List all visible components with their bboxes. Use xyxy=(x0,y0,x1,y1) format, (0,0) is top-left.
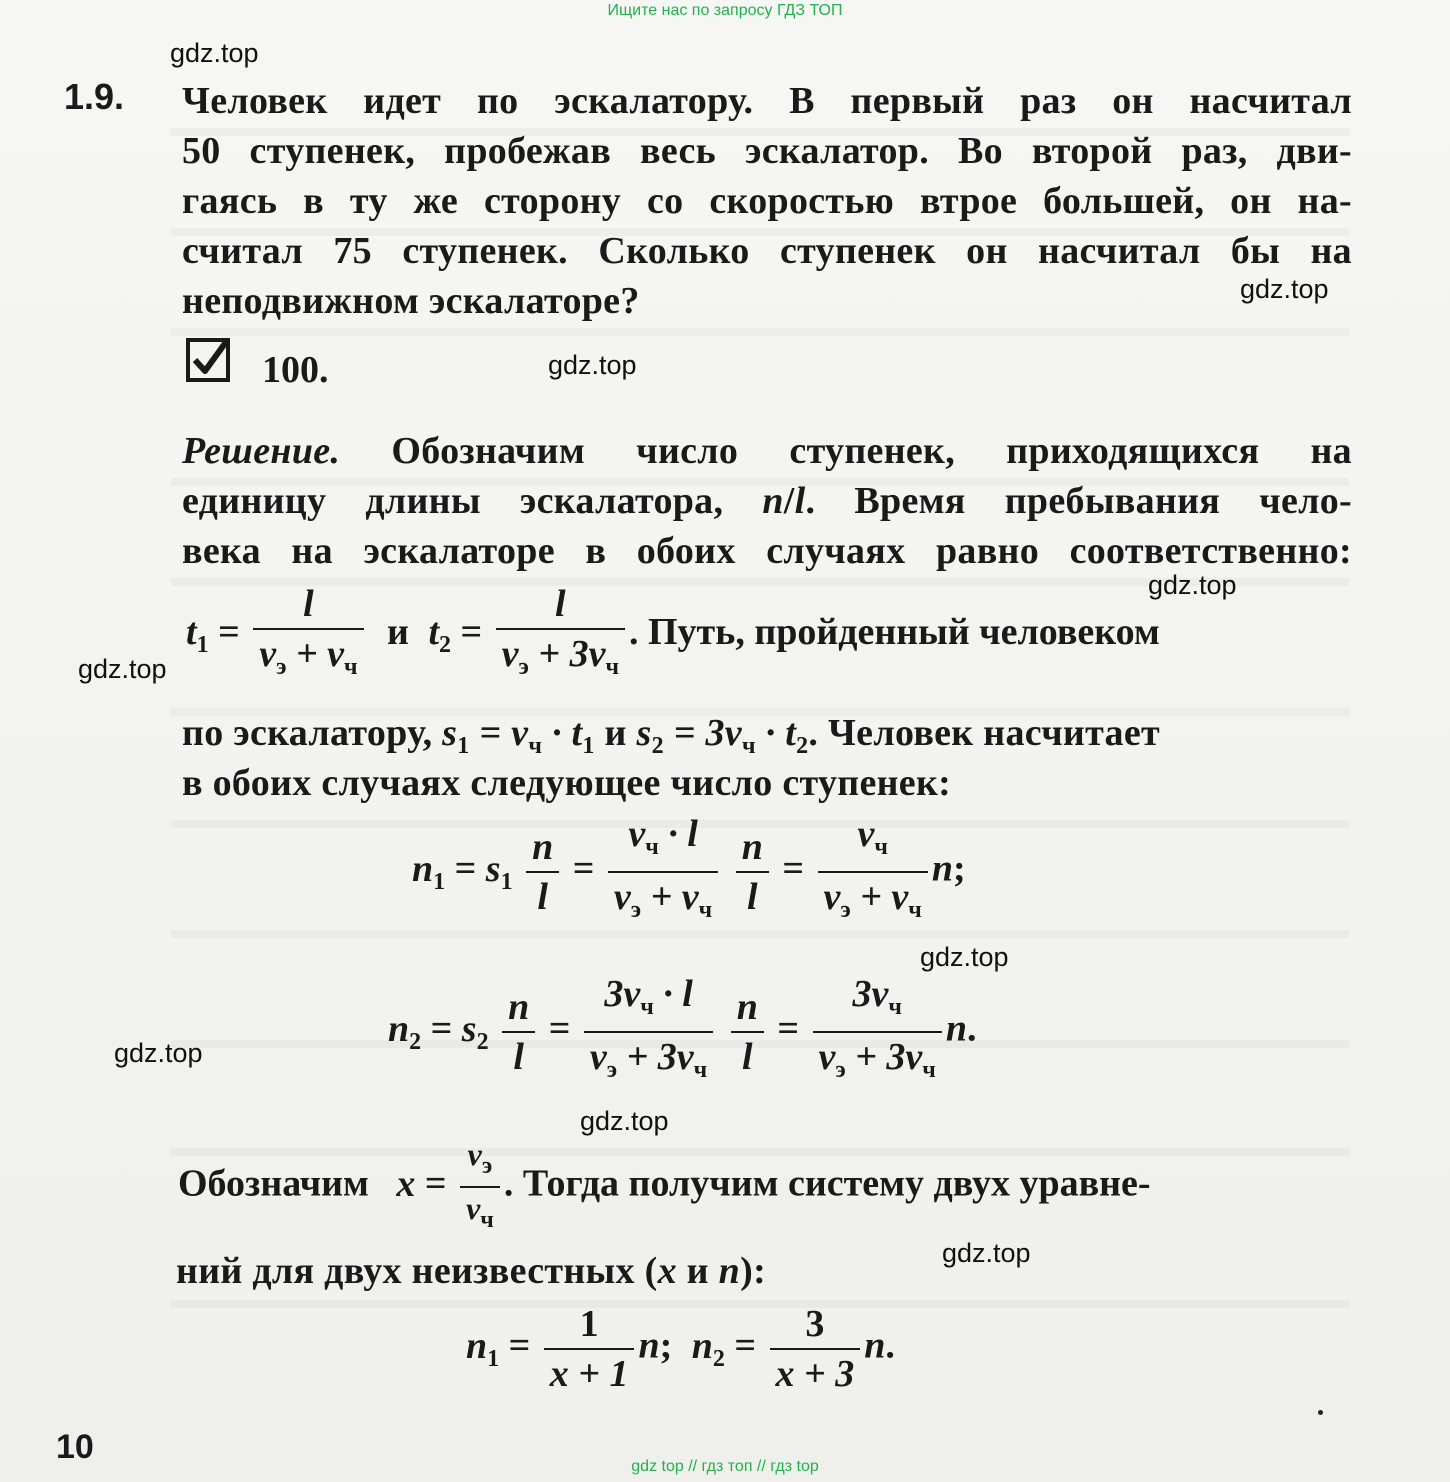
math-var: x xyxy=(657,1250,677,1292)
solution-line: в обоих случаях следующее число ступенек: xyxy=(182,762,952,804)
solution-line xyxy=(182,426,1352,476)
watermark: gdz.top xyxy=(942,1238,1031,1268)
math-op: / xyxy=(783,480,795,522)
page-number: 10 xyxy=(56,1428,94,1466)
solution-text: Обозначим число ступенек, приходящихся на xyxy=(340,430,1352,472)
watermark: gdz.top xyxy=(78,654,167,684)
solution-label: Решение. xyxy=(182,430,341,472)
watermark: gdz.top xyxy=(1148,570,1237,600)
solution-text: . Человек насчитает xyxy=(808,712,1160,754)
solution-line: по эскалатору, $s_1 = v_ч \cdot t_1$ и $s_2 = 3v_ч \cdot t_2$. Человек насчитает xyxy=(182,712,1160,759)
problem-line: Человек идет по эскалатору. В первый раз он насчитал xyxy=(182,80,1352,122)
solution-text: единицу длины эскалатора, xyxy=(182,480,763,522)
math-var: l xyxy=(794,480,806,522)
top-banner[interactable]: Ищите нас по запросу ГДЗ ТОП xyxy=(607,2,843,19)
watermark: gdz.top xyxy=(920,942,1009,972)
solution-text: и xyxy=(676,1250,719,1292)
math-var: n xyxy=(718,1250,741,1292)
solution-text: Обозначим xyxy=(178,1162,369,1205)
problem-number: 1.9. xyxy=(64,76,125,117)
math-var: n xyxy=(762,480,784,522)
solution-text: по эскалатору, xyxy=(182,712,443,754)
solution-line: века на эскалаторе в обоих случаях равно соответственно: xyxy=(182,530,1352,572)
solution-text: и xyxy=(387,611,409,654)
problem-line: гаясь в ту же сторону со скоростью втрое большей, он на- xyxy=(182,180,1352,222)
formula-denote-x: Обозначим x = $\frac{v_э}{v_ч}$ . Тогда получим систему двух уравне- xyxy=(178,1136,1151,1233)
solution-text: ): xyxy=(740,1250,767,1292)
watermark: gdz.top xyxy=(580,1106,669,1136)
solution-text: . Тогда получим систему двух уравне- xyxy=(503,1162,1151,1205)
solution-line xyxy=(176,1246,766,1296)
formula-n2: $n_2 = s_2$ $\frac{n}{l}$ = $\frac{3v_ч \cdot l}{v_э + 3v_ч}$ $\frac{n}{l}$ = $\frac{3v_ч}{v_э + 3v_ч}$ n. xyxy=(388,973,977,1083)
problem-line: 50 ступенек, пробежав весь эскалатор. Во второй раз, дви- xyxy=(182,130,1352,172)
problem-line: считал 75 ступенек. Сколько ступенек он насчитал бы на xyxy=(182,230,1352,272)
solution-text: . Путь, пройденный человеком xyxy=(629,611,1160,654)
bottom-banner[interactable]: gdz top // гдз топ // гдз top xyxy=(631,1458,819,1475)
formula-system: $n_1$ = $\frac{1}{x + 1}$ n; $n_2$ = $\frac{3}{x + 3}$ n. xyxy=(466,1303,895,1395)
bleed-through xyxy=(170,328,1350,336)
formula-n1: $n_1 = s_1$ $\frac{n}{l}$ = $\frac{v_ч \cdot l}{v_э + v_ч}$ $\frac{n}{l}$ = $\frac{v_ч}{v_э + v_ч}$ n; xyxy=(412,813,966,923)
solution-text: ний для двух неизвестных ( xyxy=(176,1250,658,1292)
answer-value: 100. xyxy=(262,349,329,391)
watermark: gdz.top xyxy=(1240,274,1329,304)
solution-line xyxy=(182,476,1352,526)
watermark: gdz.top xyxy=(170,38,259,68)
formula-times: $t_1$ = $\frac{l}{v_э + v_ч}$ и $t_2$ = $\frac{l}{v_э + 3v_ч}$ . Путь, пройденный человеком xyxy=(186,583,1160,680)
checkmark-icon xyxy=(186,338,230,382)
watermark: gdz.top xyxy=(548,350,637,380)
stray-dot xyxy=(1318,1410,1323,1415)
solution-text: . Время пребывания чело- xyxy=(805,480,1352,522)
problem-line: неподвижном эскалаторе? xyxy=(182,280,640,322)
solution-text: и xyxy=(594,712,637,754)
watermark: gdz.top xyxy=(114,1038,203,1068)
